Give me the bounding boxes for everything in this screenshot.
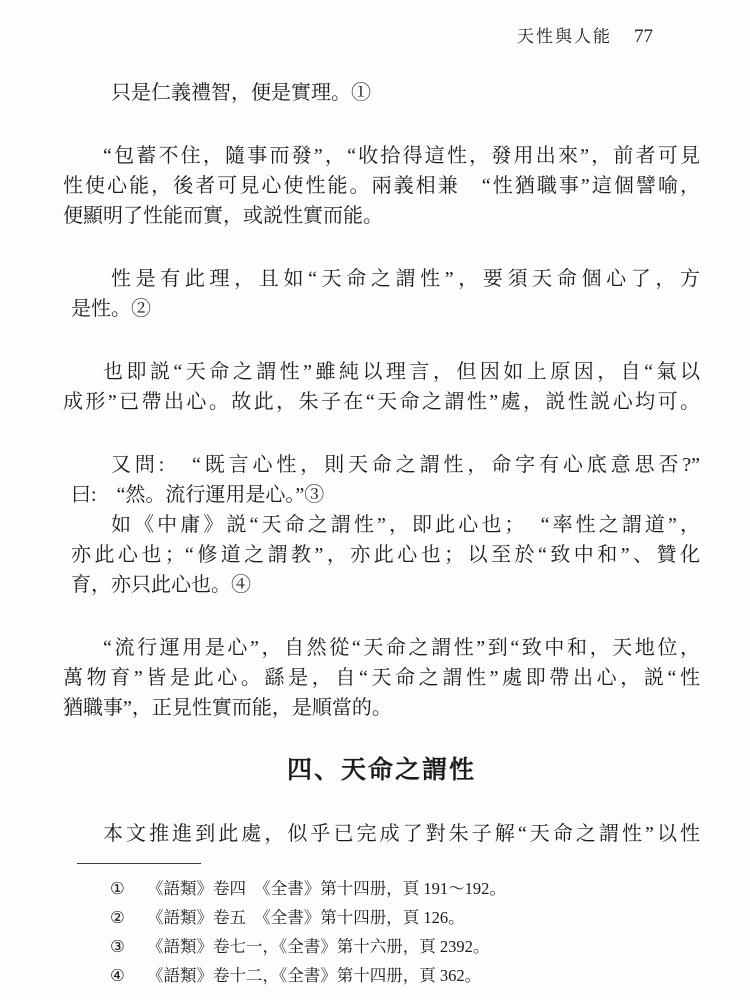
paragraph-2 [63, 357, 700, 417]
footnote-list [63, 874, 700, 990]
footnote-row [63, 961, 700, 990]
section-heading: 四、天命之謂性 [286, 757, 476, 784]
quote-line: 性是有此理，且如“天命之謂性”，要須天命個心了，方 [111, 268, 700, 290]
text-line: 本文推進到此處，似乎已完成了對朱子解“天命之謂性”以性 [103, 823, 700, 845]
text-line: 也即説“天命之謂性”雖純以理言，但因如上原因，自“氣以 [103, 361, 700, 383]
quote-line: 亦此心也；“修道之謂教”，亦此心也；以至於“致中和”、贊化 [71, 544, 700, 566]
text-line: “包蓄不住，隨事而發”，“收拾得這性，發用出來”，前者可見 [103, 145, 700, 167]
paragraph-3 [63, 633, 700, 723]
page-number: 77 [634, 26, 653, 47]
running-header [63, 22, 653, 47]
footnote-text: 《語類》卷四 《全書》第十四册，頁 191～192。 [147, 879, 506, 898]
page-body [63, 78, 700, 849]
footnote-text: 《語類》卷五 《全書》第十四册，頁 126。 [147, 908, 465, 927]
footnote-marker: ④ [110, 966, 125, 985]
text-line: “流行運用是心”，自然從“天命之謂性”到“致中和，天地位， [103, 637, 700, 659]
quote-block-3 [63, 450, 700, 600]
quote-line: 又問: “既言心性，則天命之謂性，命字有心底意思否?” [111, 454, 700, 476]
quote-line: 育，亦只此心也。④ [71, 574, 251, 596]
quote-line: 只是仁義禮智，便是實理。① [111, 82, 371, 104]
text-line: 萬物育”皆是此心。繇是，自“天命之謂性”處即帶出心，説“性 [63, 667, 700, 689]
paragraph-4 [63, 819, 700, 849]
footnote-row [63, 903, 700, 932]
text-line: 便顯明了性能而實，或説性實而能。 [63, 205, 383, 227]
quote-line: 曰: “然。流行運用是心。”③ [71, 484, 325, 506]
paragraph-1 [63, 141, 700, 231]
quote-line: 是性。② [71, 298, 151, 320]
footnote-marker: ② [110, 908, 125, 927]
text-line: 性使心能，後者可見心使性能。兩義相兼 “性猶職事”這個譬喻， [63, 175, 700, 197]
footnote-text: 《語類》卷十二，《全書》第十四册，頁 362。 [147, 966, 482, 985]
running-title: 天性與人能 [517, 27, 612, 46]
quote-block-1 [63, 78, 700, 108]
quote-line: 如《中庸》説“天命之謂性”，即此心也； “率性之謂道”， [111, 514, 700, 536]
text-line: 猶職事”，正見性實而能，是順當的。 [63, 697, 392, 719]
footnote-row [63, 874, 700, 903]
footnote-divider [77, 863, 201, 864]
footnotes-section [63, 863, 700, 990]
footnote-row [63, 932, 700, 961]
footnote-text: 《語類》卷七一，《全書》第十六册，頁 2392。 [147, 937, 490, 956]
footnote-marker: ③ [110, 937, 125, 956]
text-line: 成形”已帶出心。故此，朱子在“天命之謂性”處，説性説心均可。 [63, 391, 700, 413]
quote-block-2 [63, 264, 700, 324]
footnote-marker: ① [110, 879, 125, 898]
